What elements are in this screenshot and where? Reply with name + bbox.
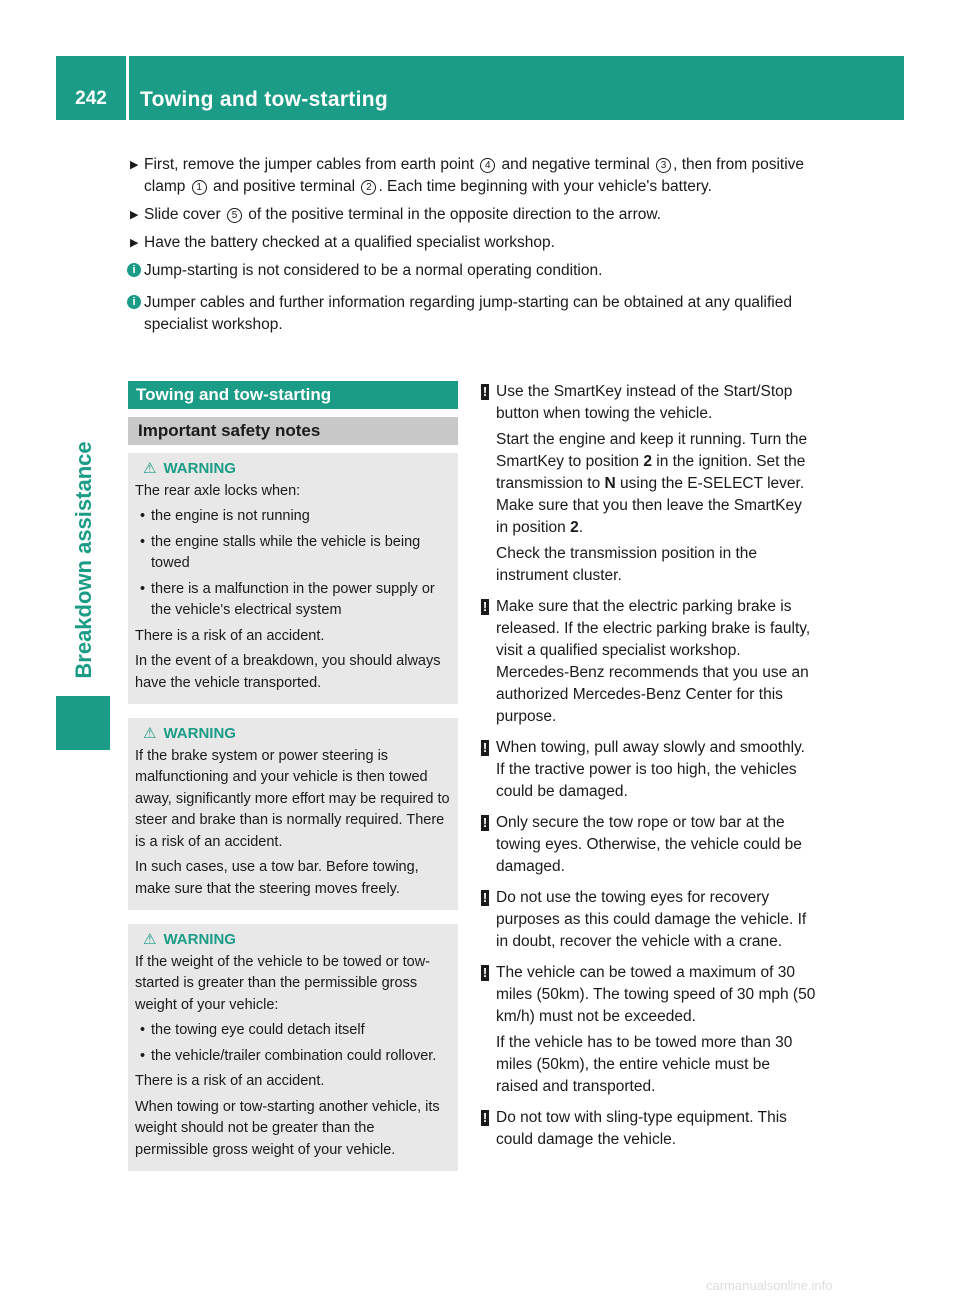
warning-label: WARNING — [163, 725, 236, 742]
warning-triangle-icon: ⚠ — [143, 460, 157, 477]
caution-text: When towing, pull away slowly and smoothly. If the tractive power is too high, the vehicles could be damaged. — [496, 739, 805, 800]
arrow-right-icon: ▶ — [130, 209, 139, 221]
callout-number-icon: 3 — [656, 158, 671, 173]
warning-label: WARNING — [163, 460, 236, 477]
caution-paragraph — [496, 596, 816, 728]
warning-box — [128, 718, 458, 910]
caution-text: Only secure the tow rope or tow bar at the towing eyes. Otherwise, the vehicle could be damaged. — [496, 814, 802, 875]
info-note-text: Jumper cables and further information regarding jump-starting can be obtained at any qualified specialist workshop. — [144, 294, 792, 333]
exclamation-icon: ! — [482, 384, 488, 399]
instruction-step — [130, 204, 820, 226]
info-icon: i — [127, 263, 141, 277]
side-chapter-tab — [56, 696, 110, 750]
arrow-right-icon: ▶ — [130, 237, 139, 249]
caution-paragraph — [496, 962, 816, 1028]
instruction-step — [130, 232, 820, 254]
callout-number-icon: 1 — [192, 180, 207, 195]
caution-paragraph — [496, 429, 816, 539]
caution-paragraph — [496, 737, 816, 803]
bold-value: 2 — [570, 519, 579, 536]
info-icon: i — [127, 295, 141, 309]
warning-text: When towing or tow-starting another vehicle, its weight should not be greater than the permissible gross weight of your vehicle. — [135, 1098, 440, 1158]
warning-heading — [135, 929, 450, 951]
warning-intro: If the weight of the vehicle to be towed or tow-started is greater than the permissible gross weight of your vehicle: — [135, 953, 430, 1013]
callout-number-icon: 5 — [227, 208, 242, 223]
warning-bullet: • the towing eye could detach itself — [135, 1020, 450, 1042]
page-number: 242 — [75, 88, 107, 109]
warning-label: WARNING — [163, 931, 236, 948]
warning-bullet: • the engine is not running — [135, 506, 450, 528]
subsection-title: Important safety notes — [128, 417, 458, 445]
section-title: Towing and tow-starting — [128, 381, 458, 409]
caution-text: Check the transmission position in the instrument cluster. — [496, 545, 758, 584]
warning-text: There is a risk of an accident. — [135, 627, 325, 644]
warnings-container — [128, 453, 458, 1171]
callout-number-icon: 4 — [480, 158, 495, 173]
warning-text: There is a risk of an accident. — [135, 1073, 325, 1089]
side-chapter-label: Breakdown assistance — [71, 441, 96, 679]
warning-bullet-list — [135, 1020, 450, 1067]
exclamation-icon: ! — [482, 1110, 488, 1125]
instruction-text: and negative terminal — [497, 156, 655, 173]
info-note — [130, 292, 820, 336]
instruction-text: and positive terminal — [208, 178, 360, 195]
bold-value: 2 — [643, 453, 652, 470]
instruction-text: . Each time beginning with your vehicle's battery. — [378, 178, 712, 195]
caution-note — [481, 381, 816, 587]
caution-text: If the vehicle has to be towed more than 30 miles (50km), the entire vehicle must be raised and transported. — [496, 1034, 793, 1095]
caution-text: Start the engine and keep it running. Turn the SmartKey to position — [496, 431, 808, 470]
caution-text: Do not tow with sling-type equipment. This could damage the vehicle. — [496, 1109, 787, 1148]
caution-note — [481, 1107, 816, 1151]
bold-value: N — [604, 475, 616, 492]
warning-triangle-icon: ⚠ — [143, 725, 157, 742]
instruction-text: , then from positive clamp — [144, 156, 805, 195]
exclamation-icon: ! — [482, 599, 488, 614]
caution-text: in the ignition. Set the transmission to — [496, 453, 806, 492]
exclamation-icon: ! — [482, 965, 488, 980]
caution-note — [481, 596, 816, 728]
warning-bullet: • there is a malfunction in the power supply or the vehicle's electrical system — [135, 579, 450, 622]
top-instructions-block — [130, 154, 820, 346]
warning-intro: If the brake system or power steering is malfunctioning and your vehicle is then towed away, significantly more effort may be required to steer and brake than is normally required. There is a risk of an accident. — [135, 747, 450, 850]
warning-triangle-icon: ⚠ — [143, 931, 157, 948]
caution-note — [481, 962, 816, 1098]
caution-text: . — [578, 519, 584, 536]
caution-text: Make sure that the electric parking brake is released. If the electric parking brake is faulty, visit a qualified specialist workshop. Mercedes-Benz recommends that you use an authorized Mercedes-Benz Center for this purpose. — [496, 598, 811, 725]
info-note-text: Jump-starting is not considered to be a normal operating condition. — [144, 262, 603, 279]
caution-paragraph — [496, 543, 816, 587]
footer-watermark: carmanualsonline.info — [706, 1278, 833, 1293]
warning-bullet: • the vehicle/trailer combination could rollover. — [135, 1046, 450, 1068]
instruction-list — [130, 154, 820, 254]
warning-bullet: • the engine stalls while the vehicle is being towed — [135, 532, 450, 575]
instruction-step — [130, 154, 820, 198]
page-title: Towing and tow-starting — [140, 88, 388, 111]
caution-text: using the E-SELECT lever. Make sure that you then leave the SmartKey in position — [496, 475, 805, 536]
warning-heading — [135, 723, 450, 745]
caution-note — [481, 812, 816, 878]
caution-paragraph — [496, 812, 816, 878]
left-column — [128, 381, 458, 1171]
caution-note — [481, 737, 816, 803]
warning-text: In such cases, use a tow bar. Before towing, make sure that the steering moves freely. — [135, 859, 419, 897]
exclamation-icon: ! — [482, 890, 488, 905]
right-column-cautions — [481, 381, 816, 1160]
caution-paragraph — [496, 1107, 816, 1151]
caution-paragraph — [496, 1032, 816, 1098]
warning-text: In the event of a breakdown, you should always have the vehicle transported. — [135, 653, 441, 691]
exclamation-icon: ! — [482, 740, 488, 755]
info-notes — [130, 260, 820, 336]
warning-box — [128, 453, 458, 704]
warning-heading — [135, 458, 450, 480]
caution-text: The vehicle can be towed a maximum of 30 miles (50km). The towing speed of 30 mph (50 km/h) must not be exceeded. — [496, 964, 816, 1025]
exclamation-icon: ! — [482, 815, 488, 830]
header-divider — [126, 56, 129, 120]
caution-paragraph — [496, 887, 816, 953]
caution-text: Do not use the towing eyes for recovery purposes as this could damage the vehicle. If in doubt, recover the vehicle with a crane. — [496, 889, 807, 950]
caution-note — [481, 887, 816, 953]
callout-number-icon: 2 — [361, 180, 376, 195]
instruction-text: Slide cover — [144, 206, 225, 223]
warning-intro: The rear axle locks when: — [135, 482, 301, 499]
instruction-text: Have the battery checked at a qualified specialist workshop. — [144, 234, 555, 251]
caution-paragraph — [496, 381, 816, 425]
warning-bullet-list — [135, 506, 450, 622]
warning-box — [128, 924, 458, 1171]
caution-text: Use the SmartKey instead of the Start/Stop button when towing the vehicle. — [496, 383, 793, 422]
instruction-text: First, remove the jumper cables from earth point — [144, 156, 479, 173]
instruction-text: of the positive terminal in the opposite direction to the arrow. — [243, 206, 661, 223]
info-note — [130, 260, 820, 282]
arrow-right-icon: ▶ — [130, 159, 139, 171]
